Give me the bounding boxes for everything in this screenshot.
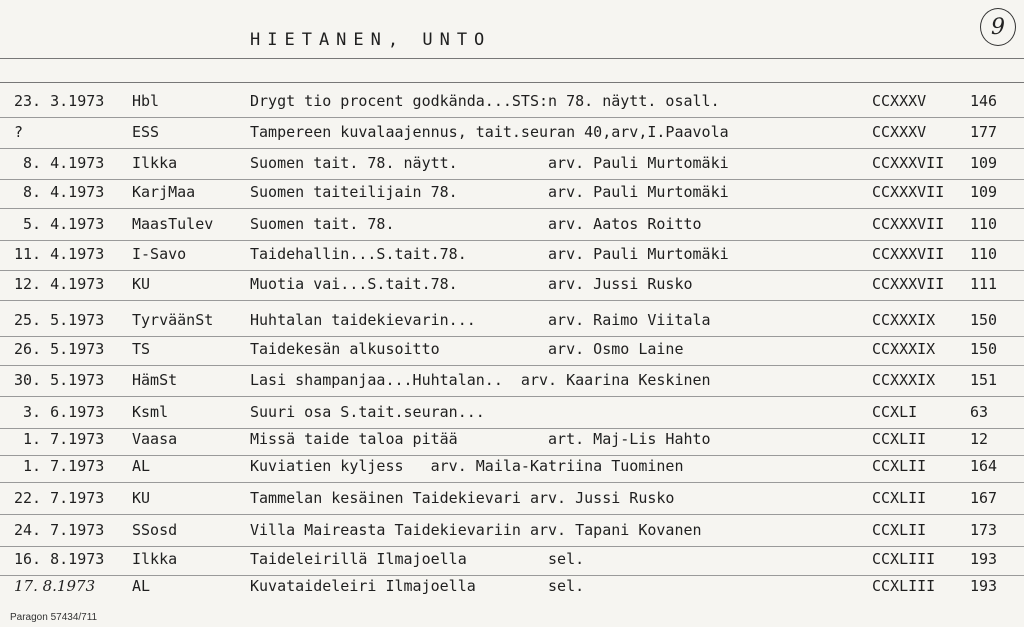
row-volume: CCXLIII (872, 550, 936, 568)
printer-mark: Paragon 57434/711 (10, 612, 98, 623)
row-date: 12. 4.1973 (14, 275, 105, 293)
row-volume: CCXXXV (872, 92, 927, 110)
row-date: ? (14, 123, 24, 141)
row-page: 151 (970, 371, 998, 389)
row-divider (0, 240, 1024, 241)
row-divider (0, 117, 1024, 118)
row-divider (0, 365, 1024, 366)
row-page: 109 (970, 154, 998, 172)
header-rule-2 (0, 82, 1024, 83)
row-divider (0, 208, 1024, 209)
row-divider (0, 148, 1024, 149)
row-page: 177 (970, 123, 998, 141)
row-page: 109 (970, 183, 998, 201)
row-divider (0, 396, 1024, 397)
row-title: Villa Maireasta Taidekievariin arv. Tapani Kovanen (250, 521, 702, 539)
row-volume: CCXLII (872, 489, 927, 507)
row-date: 1. 7.1973 (14, 430, 105, 448)
row-source: Hbl (132, 92, 160, 110)
clipping-row (0, 455, 1024, 479)
row-volume: CCXXXV (872, 123, 927, 141)
row-source: Ksml (132, 403, 169, 421)
row-title: Muotia vai...S.tait.78. arv. Jussi Rusko (250, 275, 693, 293)
row-date: 26. 5.1973 (14, 340, 105, 358)
row-volume: CCXXXVII (872, 183, 945, 201)
row-page: 63 (970, 403, 989, 421)
row-source: AL (132, 577, 151, 595)
row-date: 30. 5.1973 (14, 371, 105, 389)
row-volume: CCXLII (872, 521, 927, 539)
clipping-row (0, 121, 1024, 145)
row-volume: CCXLI (872, 403, 918, 421)
clipping-row (0, 273, 1024, 297)
row-source: ESS (132, 123, 160, 141)
row-date: 25. 5.1973 (14, 311, 105, 329)
clipping-row (0, 519, 1024, 543)
row-page: 193 (970, 577, 998, 595)
card-title: HIETANEN, UNTO (250, 30, 492, 50)
clipping-row (0, 401, 1024, 425)
row-title: Drygt tio procent godkända...STS:n 78. näytt. osall. (250, 92, 720, 110)
clipping-row (0, 309, 1024, 333)
row-page: 173 (970, 521, 998, 539)
row-source: AL (132, 457, 151, 475)
page-number-mark: 9 (980, 8, 1016, 46)
row-title: Taidekesän alkusoitto arv. Osmo Laine (250, 340, 684, 358)
clipping-row (0, 181, 1024, 205)
row-source: KU (132, 489, 151, 507)
row-date: 8. 4.1973 (14, 183, 105, 201)
row-volume: CCXXXVII (872, 154, 945, 172)
row-page: 110 (970, 245, 998, 263)
row-page: 167 (970, 489, 998, 507)
row-divider (0, 336, 1024, 337)
header-rule (0, 58, 1024, 59)
clipping-row (0, 428, 1024, 452)
row-source: Vaasa (132, 430, 178, 448)
row-volume: CCXXXIX (872, 311, 936, 329)
row-date: 16. 8.1973 (14, 550, 105, 568)
row-source: I-Savo (132, 245, 187, 263)
row-source: Ilkka (132, 154, 178, 172)
row-date: 23. 3.1973 (14, 92, 105, 110)
clipping-row (0, 575, 1024, 599)
row-volume: CCXLII (872, 430, 927, 448)
clipping-row (0, 243, 1024, 267)
clipping-row (0, 369, 1024, 393)
row-date: 22. 7.1973 (14, 489, 105, 507)
row-volume: CCXXXIX (872, 340, 936, 358)
row-page: 111 (970, 275, 998, 293)
row-date: 24. 7.1973 (14, 521, 105, 539)
row-source: Ilkka (132, 550, 178, 568)
row-divider (0, 300, 1024, 301)
row-title: Kuviatien kyljess arv. Maila-Katriina Tuominen (250, 457, 684, 475)
row-date: 3. 6.1973 (14, 403, 105, 421)
row-title: Suomen taiteilijain 78. arv. Pauli Murtomäki (250, 183, 729, 201)
row-source: SSosd (132, 521, 178, 539)
row-title: Huhtalan taidekievarin... arv. Raimo Viitala (250, 311, 711, 329)
row-page: 164 (970, 457, 998, 475)
row-date: 17. 8.1973 (14, 577, 96, 595)
row-title: Taidehallin...S.tait.78. arv. Pauli Murtomäki (250, 245, 729, 263)
row-divider (0, 270, 1024, 271)
row-date: 8. 4.1973 (14, 154, 105, 172)
row-date: 5. 4.1973 (14, 215, 105, 233)
clipping-row (0, 152, 1024, 176)
row-divider (0, 179, 1024, 180)
row-date: 1. 7.1973 (14, 457, 105, 475)
row-title: Suomen tait. 78. arv. Aatos Roitto (250, 215, 702, 233)
row-volume: CCXXXVII (872, 245, 945, 263)
clipping-row (0, 487, 1024, 511)
row-source: HämSt (132, 371, 178, 389)
row-source: MaasTulev (132, 215, 214, 233)
clipping-row (0, 213, 1024, 237)
row-page: 150 (970, 311, 998, 329)
clipping-row (0, 338, 1024, 362)
row-page: 193 (970, 550, 998, 568)
row-page: 12 (970, 430, 989, 448)
row-page: 110 (970, 215, 998, 233)
row-volume: CCXXXVII (872, 215, 945, 233)
row-page: 150 (970, 340, 998, 358)
row-volume: CCXLII (872, 457, 927, 475)
row-volume: CCXLIII (872, 577, 936, 595)
row-divider (0, 482, 1024, 483)
row-source: KarjMaa (132, 183, 196, 201)
row-title: Suomen tait. 78. näytt. arv. Pauli Murtomäki (250, 154, 729, 172)
row-page: 146 (970, 92, 998, 110)
row-title: Missä taide taloa pitää art. Maj-Lis Hahto (250, 430, 711, 448)
row-source: TyrväänSt (132, 311, 214, 329)
row-volume: CCXXXVII (872, 275, 945, 293)
row-title: Tammelan kesäinen Taidekievari arv. Jussi Rusko (250, 489, 675, 507)
row-title: Tampereen kuvalaajennus, tait.seuran 40,arv,I.Paavola (250, 123, 729, 141)
row-divider (0, 546, 1024, 547)
row-title: Suuri osa S.tait.seuran... (250, 403, 485, 421)
row-source: TS (132, 340, 151, 358)
row-title: Kuvataideleiri Ilmajoella sel. (250, 577, 585, 595)
clipping-row (0, 90, 1024, 114)
row-divider (0, 514, 1024, 515)
row-source: KU (132, 275, 151, 293)
row-title: Lasi shampanjaa...Huhtalan.. arv. Kaarina Keskinen (250, 371, 711, 389)
row-title: Taideleirillä Ilmajoella sel. (250, 550, 585, 568)
row-date: 11. 4.1973 (14, 245, 105, 263)
clipping-row (0, 548, 1024, 572)
row-volume: CCXXXIX (872, 371, 936, 389)
